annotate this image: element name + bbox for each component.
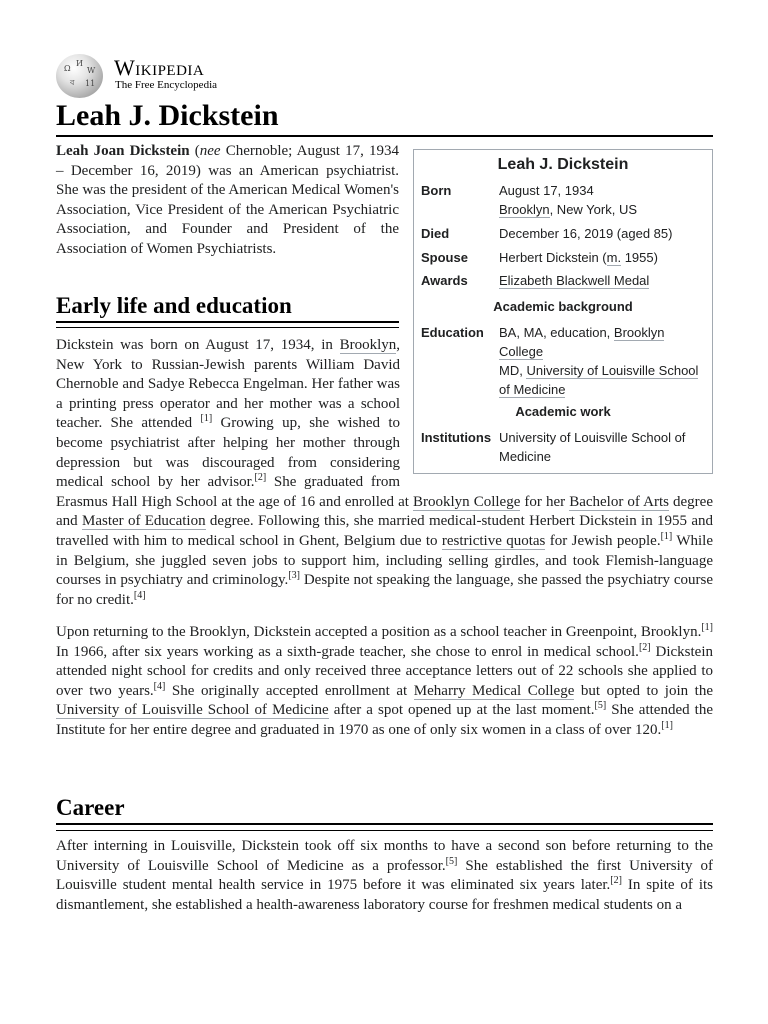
citation-ref[interactable]: [2]	[638, 641, 651, 653]
wikipedia-tagline: The Free Encyclopedia	[115, 79, 218, 91]
citation-ref[interactable]: [4]	[133, 589, 146, 601]
infobox-title: Leah J. Dickstein	[497, 156, 629, 173]
citation-ref[interactable]: [1]	[660, 530, 673, 542]
article-subject-name: Leah Joan Dickstein	[56, 143, 190, 159]
citation-ref[interactable]: [1]	[661, 719, 673, 731]
link-brooklyn-college[interactable]: Brooklyn College	[499, 325, 665, 359]
career-paragraph: After interning in Louisville, Dickstein took off six months to have a second son before returning to the University of Louisville School of Medicine as a professor.[5] She established the first University of Louisville student mental health service in 1975 before it was eliminated six years later.[2] In spite of its dismantlement, she established a health-awareness laboratory course for freshmen medical students on a	[56, 838, 713, 913]
infobox-heading-academic-background: Academic background	[493, 299, 633, 314]
infobox-heading-academic-work: Academic work	[515, 404, 611, 419]
link-master-of-education[interactable]: Master of Education	[81, 513, 206, 530]
link-university-of-louisville-school-of-medicine[interactable]: University of Louisville School of Medicine	[499, 363, 699, 397]
early-life-paragraph: Dickstein was born on August 17, 1934, in Brooklyn, New York to Russian-Jewish parents William David Chernoble and Sadye Rebecca Engelman. Her father was a printing press operator and her mother was a school teacher. She attended [1] Growing up, she wished to become psychiatrist after helping her mother through depression but was discouraged from considering medical school by her advisor.[2] She graduated from Erasmus Hall High School at the age of 16 and enrolled at Brooklyn College for her Bachelor of Arts degree and Master of Education degree. Following this, she married medical-student Herbert Dickstein in 1955 and travelled with him to medical school in Ghent, Belgium due to restrictive quotas for Jewish people.[1] While in Belgium, she juggled seven jobs to support him, including selling girdles, and took Flemish-language courses in psychiatry and criminology.[3] Despite not speaking the language, she passed the psychiatry course for no credit.[4]	[56, 337, 713, 608]
section-heading-early-life: Early life and education	[56, 293, 292, 318]
link-brooklyn[interactable]: Brooklyn	[339, 337, 397, 353]
citation-ref[interactable]: [1]	[200, 413, 213, 425]
section-divider	[56, 321, 399, 323]
section-divider	[56, 823, 713, 825]
citation-ref[interactable]: [2]	[254, 472, 267, 484]
link-married[interactable]: m.	[606, 250, 622, 265]
citation-ref[interactable]: [1]	[701, 622, 713, 633]
citation-ref[interactable]: [4]	[153, 680, 166, 692]
section-heading-career: Career	[56, 795, 125, 820]
infobox: Leah J. Dickstein Born August 17, 1934 Brooklyn, New York, US Died December 16, 2019 (aged 85) Spouse Herbert Dickstein (m. 1955) Awards Elizabeth Blackwell Medal Academic background Education BA, MA, education, Brooklyn College MD, University of Louisville School of Medicine Academic work Institutions University of Louisville School of Medicine	[413, 149, 713, 474]
section-divider-thin	[56, 830, 713, 831]
wikipedia-logo[interactable]	[56, 53, 316, 99]
citation-ref[interactable]: [2]	[610, 875, 622, 887]
page-title: Leah J. Dickstein	[56, 98, 713, 137]
link-university-of-louisville-school-of-medicine[interactable]: University of Louisville School of Medicine	[56, 702, 329, 719]
link-brooklyn[interactable]: Brooklyn	[499, 202, 550, 217]
link-brooklyn-college[interactable]: Brooklyn College	[412, 493, 521, 510]
link-meharry-medical-college[interactable]: Meharry Medical College	[413, 682, 575, 699]
citation-ref[interactable]: [3]	[288, 570, 300, 582]
citation-ref[interactable]: [5]	[594, 700, 607, 712]
wikipedia-wordmark: Wikipedia	[114, 55, 205, 80]
link-elizabeth-blackwell-medal[interactable]: Elizabeth Blackwell Medal	[499, 273, 650, 288]
citation-ref[interactable]: [5]	[445, 855, 458, 867]
return-paragraph: Upon returning to the Brooklyn, Dickstein accepted a position as a school teacher in Greenpoint, Brooklyn.[1] In 1966, after six years working as a sixth-grade teacher, she chose to enrol in medical school.[2] Dickstein attended night school for credits and only received three acceptance letters out of 22 schools she applied to over two years.[4] She originally accepted enrollment at Meharry Medical College but opted to join the University of Louisville School of Medicine after a spot opened up at the last moment.[5] She attended the Institute for her entire degree and graduated in 1970 as one of only six women in a class of over 120.[1]	[56, 622, 713, 738]
wikipedia-globe-icon: Ω И W ব 11	[56, 54, 103, 98]
link-restrictive-quotas[interactable]: restrictive quotas	[441, 532, 546, 549]
section-divider-thin	[56, 327, 399, 328]
link-bachelor-of-arts[interactable]: Bachelor of Arts	[569, 493, 669, 510]
intro-paragraph: Leah Joan Dickstein (nee Chernoble; August 17, 1934 – December 16, 2019) was an American psychiatrist. She was the president of the American Medical Women's Association, Vice President of the American Psychiatric Association, and Founder and President of the Association of Women Psychiatrists.	[56, 143, 399, 257]
